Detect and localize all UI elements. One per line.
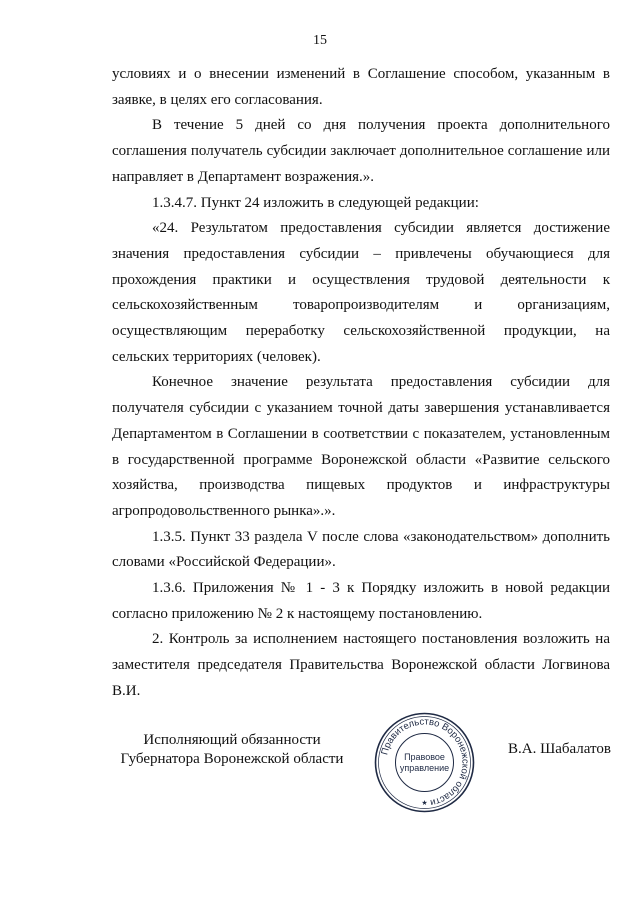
official-stamp [372, 710, 477, 815]
paragraph: Конечное значение результата предоставления субсидии для получателя субсидии с указанием точной даты завершения устанавливается Департаментом в Соглашении в соответствии с показателем, установленным в государственной программе Воронежской области «Развитие сельского хозяйства, производства пищевых продуктов и инфраструктуры агропродовольственного рынка».». [112, 374, 610, 519]
page-number: 15 [313, 33, 327, 48]
paragraph: 2. Контроль за исполнением настоящего постановления возложить на заместителя председателя Правительства Воронежской области Логвинова В.И. [112, 631, 610, 699]
stamp-center-line: управление [399, 763, 450, 773]
document-body [112, 62, 610, 705]
signer-position-line: Исполняющий обязанности [143, 732, 321, 748]
paragraph: В течение 5 дней со дня получения проекта дополнительного соглашения получатель субсидии заключает дополнительное соглашение или направляет в Департамент возражения.». [112, 117, 610, 185]
paragraph: 1.3.6. Приложения № 1 - 3 к Порядку изложить в новой редакции согласно приложению № 2 к настоящему постановлению. [112, 580, 610, 622]
paragraph: «24. Результатом предоставления субсидии является достижение значения предоставления субсидии – привлечены обучающиеся для прохождения практики и осуществления трудовой деятельности к сельскохозяйственным товаропроизводителям и организациям, осуществляющим переработку сельскохозяйственной продукции, на сельских территориях (человек). [112, 220, 610, 365]
signer-position-line: Губернатора Воронежской области [120, 751, 344, 767]
signature-block [0, 710, 640, 830]
paragraph: 1.3.4.7. Пункт 24 изложить в следующей редакции: [152, 194, 479, 211]
paragraph: 1.3.5. Пункт 33 раздела V после слова «законодательством» дополнить словами «Российской Федерации». [112, 528, 610, 571]
stamp-center-line: Правовое [404, 752, 445, 762]
signer-position [112, 731, 352, 769]
stamp-ring-text: Правительство Воронежской области [379, 716, 471, 809]
star-icon: ★ [421, 799, 428, 807]
paragraph: условиях и о внесении изменений в Соглашение способом, указанным в заявке, в целях его согласования. [112, 66, 610, 108]
signer-name: В.А. Шабалатов [508, 741, 611, 757]
